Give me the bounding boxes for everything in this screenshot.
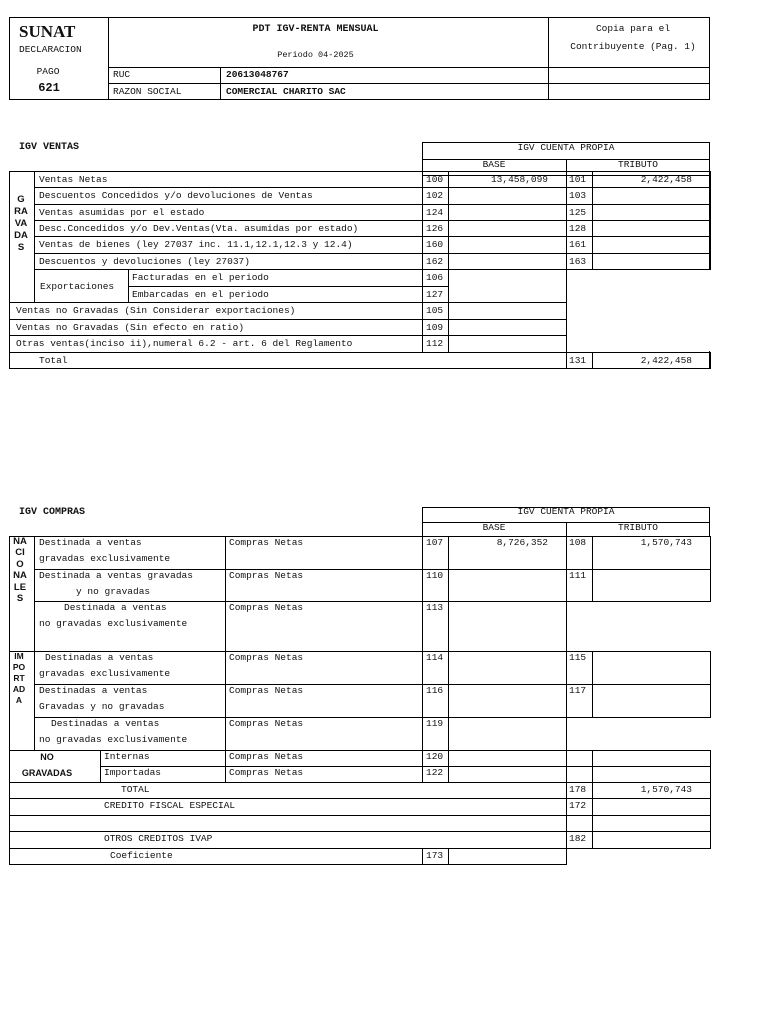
ventas-tributo-label: TRIBUTO	[618, 159, 658, 170]
ventas-section-title: IGV VENTAS	[19, 142, 80, 153]
ruc-value: 20613048767	[226, 69, 289, 80]
compras-total-label: TOTAL	[121, 784, 150, 795]
nacionales-vertical-label: NACIONALES	[13, 536, 27, 605]
pago-number: 621	[38, 81, 60, 95]
declaracion-label: DECLARACION	[19, 44, 82, 55]
copia-line1: Copia para el	[595, 23, 671, 34]
importadas-vertical-label: IMPORTADA	[12, 651, 26, 705]
razon-social-label: RAZON SOCIAL	[113, 86, 182, 97]
coeficiente-code: 173	[426, 850, 444, 861]
compras-total-value: 1,570,743	[640, 784, 692, 795]
compras-cuenta-propia-label: IGV CUENTA PROPIA	[517, 506, 615, 517]
pago-label: PAGO	[36, 66, 60, 77]
ventas-total-value: 2,422,458	[640, 355, 692, 366]
exportaciones-label: Exportaciones	[40, 281, 115, 292]
periodo: Periodo 04-2025	[277, 50, 354, 60]
compras-tributo-label: TRIBUTO	[618, 522, 658, 533]
coeficiente-label: Coeficiente	[110, 850, 173, 861]
credito-fiscal-label: CREDITO FISCAL ESPECIAL	[104, 800, 236, 811]
ventas-base-label: BASE	[482, 159, 506, 170]
ventas-total-code: 131	[569, 355, 587, 366]
compras-base-label: BASE	[482, 522, 506, 533]
gravadas-vertical-label: GRAVADAS	[14, 194, 28, 253]
otros-creditos-code: 182	[569, 833, 587, 844]
no-gravadas-label: GRAVADAS	[21, 768, 73, 778]
copia-line2: Contribuyente (Pag. 1)	[570, 41, 696, 52]
form-title: PDT IGV-RENTA MENSUAL	[252, 24, 379, 35]
sunat-logo: SUNAT	[19, 22, 76, 41]
compras-section-title: IGV COMPRAS	[19, 507, 86, 518]
no-label: NO	[40, 752, 54, 762]
ruc-label: RUC	[113, 69, 131, 80]
ventas-total-label: Total	[39, 355, 68, 366]
otros-creditos-label: OTROS CREDITOS IVAP	[104, 833, 213, 844]
compras-total-code: 178	[569, 784, 587, 795]
credito-fiscal-code: 172	[569, 800, 587, 811]
ventas-cuenta-propia-label: IGV CUENTA PROPIA	[517, 142, 615, 153]
razon-social-value: COMERCIAL CHARITO SAC	[226, 86, 346, 97]
